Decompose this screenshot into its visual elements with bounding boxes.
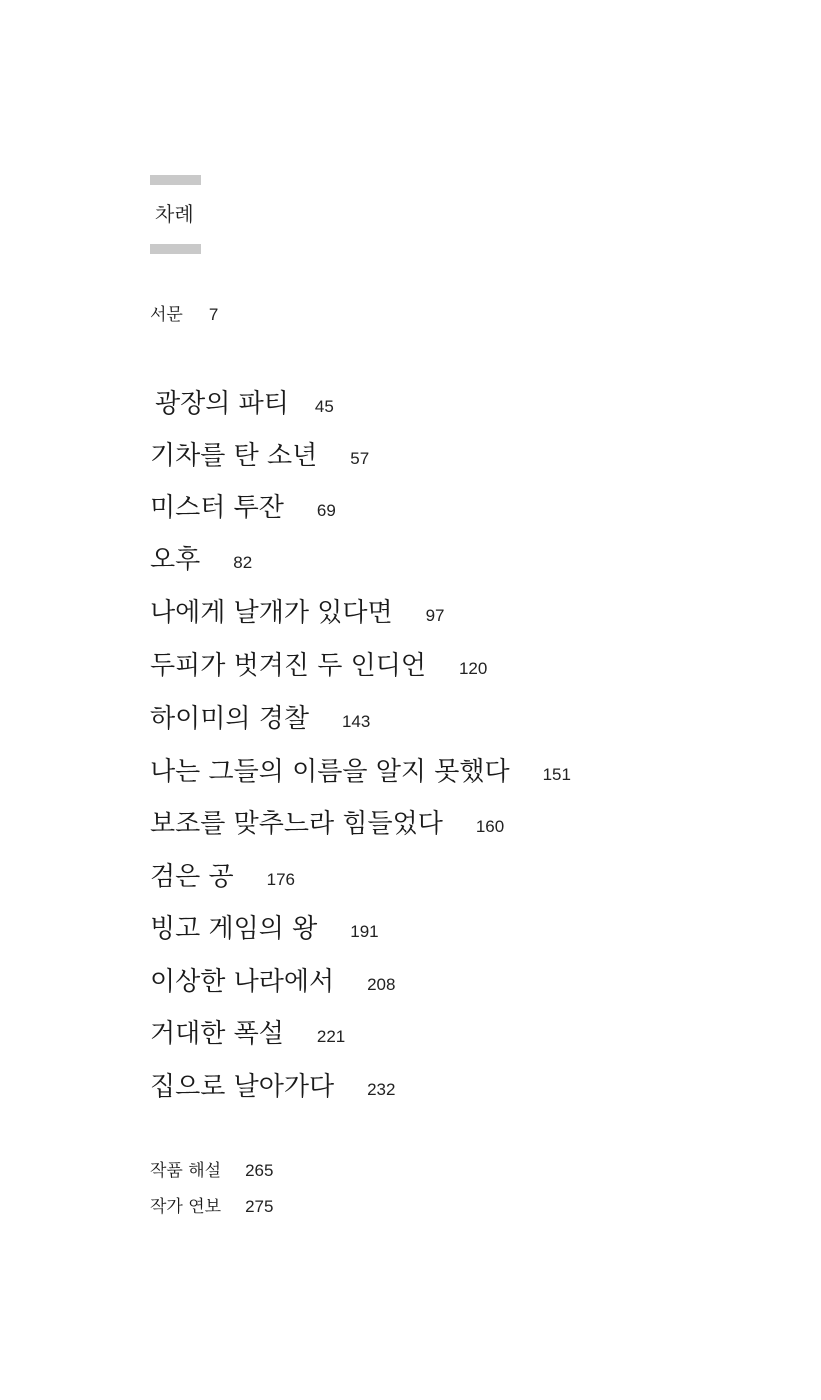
toc-heading-block — [150, 175, 201, 254]
entry-title: 하이미의 경찰 — [150, 704, 309, 734]
entry-title: 집으로 날아가다 — [150, 1072, 335, 1102]
toc-entry-chapter-4[interactable] — [150, 539, 252, 576]
entry-title: 서문 — [150, 305, 183, 325]
entry-title: 빙고 게임의 왕 — [150, 914, 318, 944]
entry-page: 176 — [266, 870, 295, 889]
entry-page: 7 — [208, 305, 219, 324]
toc-entry-chapter-11[interactable] — [150, 908, 379, 945]
entry-page: 160 — [475, 817, 505, 836]
entry-title: 광장의 파티 — [155, 389, 289, 419]
entry-page: 265 — [245, 1161, 274, 1180]
toc-entry-chapter-14[interactable] — [150, 1066, 395, 1103]
heading-bottom-bar — [150, 244, 201, 254]
entry-title: 작가 연보 — [150, 1197, 222, 1217]
entry-page: 69 — [316, 501, 336, 520]
entry-title: 작품 해설 — [150, 1161, 222, 1181]
toc-entry-chapter-13[interactable] — [150, 1013, 345, 1050]
entry-page: 45 — [314, 397, 334, 416]
entry-page: 82 — [233, 553, 253, 572]
toc-entry-chapter-6[interactable] — [150, 645, 487, 682]
entry-page: 232 — [367, 1080, 396, 1099]
entry-title: 오후 — [150, 545, 201, 575]
entry-title: 검은 공 — [150, 862, 234, 892]
entry-title: 기차를 탄 소년 — [150, 441, 318, 471]
toc-entry-chapter-9[interactable] — [150, 803, 504, 840]
toc-entry-chapter-12[interactable] — [150, 961, 395, 998]
toc-heading: 차례 — [155, 202, 194, 226]
entry-page: 275 — [245, 1197, 274, 1216]
entry-title: 나는 그들의 이름을 알지 못했다 — [150, 757, 510, 787]
entry-page: 151 — [542, 765, 571, 784]
toc-entry-chapter-3[interactable] — [150, 487, 336, 524]
entry-page: 143 — [341, 712, 371, 731]
toc-entry-chapter-8[interactable] — [150, 751, 571, 788]
entry-page: 221 — [316, 1027, 346, 1046]
toc-entry-appendix-2[interactable] — [150, 1192, 273, 1217]
entry-title: 이상한 나라에서 — [150, 967, 335, 997]
toc-entry-chapter-5[interactable] — [150, 592, 445, 629]
entry-page: 57 — [350, 449, 370, 468]
entry-title: 두피가 벗겨진 두 인디언 — [150, 651, 426, 681]
entry-title: 거대한 폭설 — [150, 1019, 284, 1049]
entry-page: 97 — [425, 606, 445, 625]
entry-page: 208 — [367, 975, 396, 994]
toc-entry-chapter-7[interactable] — [150, 698, 370, 735]
entry-title: 나에게 날개가 있다면 — [150, 598, 393, 628]
entry-title: 보조를 맞추느라 힘들었다 — [150, 809, 443, 839]
heading-top-bar — [150, 175, 201, 185]
entry-page: 120 — [458, 659, 488, 678]
toc-entry-chapter-10[interactable] — [150, 856, 295, 893]
toc-entry-preface[interactable] — [150, 300, 218, 325]
entry-page: 191 — [350, 922, 379, 941]
toc-entry-chapter-2[interactable] — [150, 435, 369, 472]
toc-entry-appendix-1[interactable] — [150, 1156, 273, 1181]
entry-title: 미스터 투잔 — [150, 493, 284, 523]
toc-entry-chapter-1[interactable] — [155, 383, 334, 420]
